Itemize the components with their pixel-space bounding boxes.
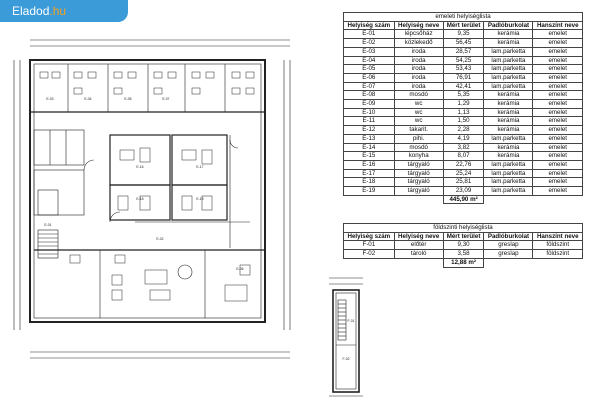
table-cell: 1,13: [443, 108, 484, 117]
table-cell: tárgyaló: [394, 178, 443, 187]
table-row: [344, 178, 583, 187]
table-row: [344, 134, 583, 143]
column-header: Padlóburkolat: [484, 21, 533, 30]
table-cell: 5,35: [443, 91, 484, 100]
table-cell: emelet: [533, 65, 583, 74]
table-cell: kerámia: [484, 152, 533, 161]
table-cell: emelet: [533, 126, 583, 135]
table-row: [344, 152, 583, 161]
table-cell: E-07: [344, 82, 395, 91]
ground-table-total: 12,88 m²: [443, 258, 484, 267]
table-cell: E-16: [344, 160, 395, 169]
table-row: [344, 160, 583, 169]
label-office-d: E-07: [162, 97, 170, 101]
label-room-c: E-17: [196, 165, 204, 169]
upper-table-caption: emeleti helyiséglista: [344, 13, 583, 22]
table-cell: emelet: [533, 100, 583, 109]
table-cell: E-18: [344, 178, 395, 187]
table-row: [344, 100, 583, 109]
column-header: Helyiség neve: [394, 21, 443, 30]
table-cell: E-08: [344, 91, 395, 100]
table-cell: kerámia: [484, 39, 533, 48]
table-cell: kerámia: [484, 126, 533, 135]
column-header: Padlóburkolat: [484, 232, 533, 241]
table-cell: wc: [394, 117, 443, 126]
upper-table-total-row: [344, 195, 583, 204]
label-stair: E-01: [44, 223, 52, 227]
table-cell: greslap: [484, 241, 533, 250]
table-cell: emelet: [533, 169, 583, 178]
table-cell: iroda: [394, 73, 443, 82]
table-row: [344, 250, 583, 259]
ground-table-body: [344, 241, 583, 258]
table-cell: mosdó: [394, 143, 443, 152]
table-cell: tárgyaló: [394, 169, 443, 178]
table-cell: E-01: [344, 30, 395, 39]
table-cell: 28,57: [443, 47, 484, 56]
column-header: Mért terület: [443, 232, 484, 241]
table-cell: emelet: [533, 39, 583, 48]
column-header: Hanszínt neve: [533, 232, 583, 241]
table-cell: iroda: [394, 82, 443, 91]
table-cell: lam.parketta: [484, 47, 533, 56]
table-cell: emelet: [533, 91, 583, 100]
table-row: [344, 241, 583, 250]
table-cell: kerámia: [484, 30, 533, 39]
table-cell: földszint: [533, 241, 583, 250]
table-cell: E-11: [344, 117, 395, 126]
table-cell: közlekedő: [394, 39, 443, 48]
column-header: Mért terület: [443, 21, 484, 30]
table-cell: E-15: [344, 152, 395, 161]
table-cell: tárgyaló: [394, 187, 443, 196]
table-row: [344, 117, 583, 126]
table-row: [344, 108, 583, 117]
table-cell: E-12: [344, 126, 395, 135]
ground-table-caption: földszinti helyiséglista: [344, 224, 583, 233]
upper-table-body: [344, 30, 583, 195]
column-header: Helyiség szám: [344, 21, 395, 30]
table-cell: 9,30: [443, 241, 484, 250]
upper-table-total: 445,90 m²: [443, 195, 484, 204]
table-row: [344, 143, 583, 152]
table-row: [344, 47, 583, 56]
table-cell: kerámia: [484, 100, 533, 109]
table-cell: lam.parketta: [484, 160, 533, 169]
table-cell: emelet: [533, 117, 583, 126]
table-row: [344, 65, 583, 74]
table-cell: 1,29: [443, 100, 484, 109]
logo-name: Eladod: [12, 4, 50, 18]
table-row: [344, 91, 583, 100]
table-cell: E-02: [344, 39, 395, 48]
label-office-c: E-05: [124, 97, 132, 101]
table-cell: lam.parketta: [484, 65, 533, 74]
table-cell: kerámia: [484, 91, 533, 100]
table-cell: emelet: [533, 73, 583, 82]
table-cell: E-03: [344, 47, 395, 56]
table-cell: lam.parketta: [484, 82, 533, 91]
table-cell: E-06: [344, 73, 395, 82]
table-cell: emelet: [533, 187, 583, 196]
table-cell: 23,09: [443, 187, 484, 196]
column-header: Helyiség neve: [394, 232, 443, 241]
table-cell: lépcsőház: [394, 30, 443, 39]
table-cell: lam.parketta: [484, 178, 533, 187]
table-cell: 22,76: [443, 160, 484, 169]
label-room-e: E-19: [196, 197, 204, 201]
label-ground-a: F-01: [347, 319, 355, 323]
label-big-room: E-06: [236, 267, 244, 271]
table-cell: greslap: [484, 250, 533, 259]
column-header: Hanszínt neve: [533, 21, 583, 30]
table-cell: emelet: [533, 160, 583, 169]
table-cell: 9,35: [443, 30, 484, 39]
table-cell: tároló: [394, 250, 443, 259]
table-cell: 76,91: [443, 73, 484, 82]
table-cell: E-19: [344, 187, 395, 196]
upper-table-header-row: [344, 21, 583, 30]
table-cell: emelet: [533, 108, 583, 117]
table-row: [344, 82, 583, 91]
ground-table-header-row: [344, 232, 583, 241]
table-cell: emelet: [533, 47, 583, 56]
table-cell: 53,43: [443, 65, 484, 74]
table-cell: földszint: [533, 250, 583, 259]
table-cell: emelet: [533, 82, 583, 91]
table-cell: kerámia: [484, 108, 533, 117]
table-cell: E-17: [344, 169, 395, 178]
table-cell: tárgyaló: [394, 160, 443, 169]
table-cell: 4,19: [443, 134, 484, 143]
table-cell: pihi.: [394, 134, 443, 143]
table-cell: E-09: [344, 100, 395, 109]
table-cell: 3,58: [443, 250, 484, 259]
upper-floor-room-table: [343, 12, 583, 204]
table-cell: lam.parketta: [484, 73, 533, 82]
table-cell: mosdó: [394, 91, 443, 100]
label-ground-b: F-02: [342, 357, 350, 361]
table-cell: lam.parketta: [484, 56, 533, 65]
table-cell: emelet: [533, 178, 583, 187]
table-cell: 25,81: [443, 178, 484, 187]
ground-floor-room-table: [343, 223, 583, 268]
table-cell: lam.parketta: [484, 134, 533, 143]
table-cell: emelet: [533, 134, 583, 143]
table-cell: 1,50: [443, 117, 484, 126]
table-cell: emelet: [533, 30, 583, 39]
table-cell: konyha: [394, 152, 443, 161]
table-cell: F-02: [344, 250, 395, 259]
table-cell: E-04: [344, 56, 395, 65]
label-office-a: E-03: [46, 97, 54, 101]
table-cell: emelet: [533, 152, 583, 161]
table-cell: E-13: [344, 134, 395, 143]
table-cell: wc: [394, 108, 443, 117]
label-office-b: E-04: [84, 97, 92, 101]
table-cell: kerámia: [484, 143, 533, 152]
table-cell: iroda: [394, 47, 443, 56]
table-row: [344, 39, 583, 48]
table-cell: 2,28: [443, 126, 484, 135]
table-cell: F-01: [344, 241, 395, 250]
table-cell: lam.parketta: [484, 169, 533, 178]
table-row: [344, 126, 583, 135]
table-cell: emelet: [533, 56, 583, 65]
table-cell: 56,45: [443, 39, 484, 48]
table-row: [344, 30, 583, 39]
table-cell: 25,24: [443, 169, 484, 178]
table-cell: wc: [394, 100, 443, 109]
table-cell: E-10: [344, 108, 395, 117]
table-cell: 3,82: [443, 143, 484, 152]
table-cell: iroda: [394, 65, 443, 74]
column-header: Helyiség szám: [344, 232, 395, 241]
ground-table-total-row: [344, 258, 583, 267]
table-cell: előtér: [394, 241, 443, 250]
table-cell: 42,41: [443, 82, 484, 91]
table-row: [344, 187, 583, 196]
table-cell: emelet: [533, 143, 583, 152]
table-cell: lam.parketta: [484, 187, 533, 196]
label-room-d: E-18: [136, 197, 144, 201]
table-cell: 54,25: [443, 56, 484, 65]
table-cell: iroda: [394, 56, 443, 65]
table-cell: E-05: [344, 65, 395, 74]
table-cell: 8,07: [443, 152, 484, 161]
table-cell: takarit.: [394, 126, 443, 135]
table-cell: E-14: [344, 143, 395, 152]
table-row: [344, 56, 583, 65]
table-row: [344, 169, 583, 178]
label-corridor: E-02: [156, 237, 164, 241]
table-row: [344, 73, 583, 82]
logo-tld: .hu: [49, 4, 67, 18]
table-cell: kerámia: [484, 117, 533, 126]
label-room-b: E-16: [136, 165, 144, 169]
